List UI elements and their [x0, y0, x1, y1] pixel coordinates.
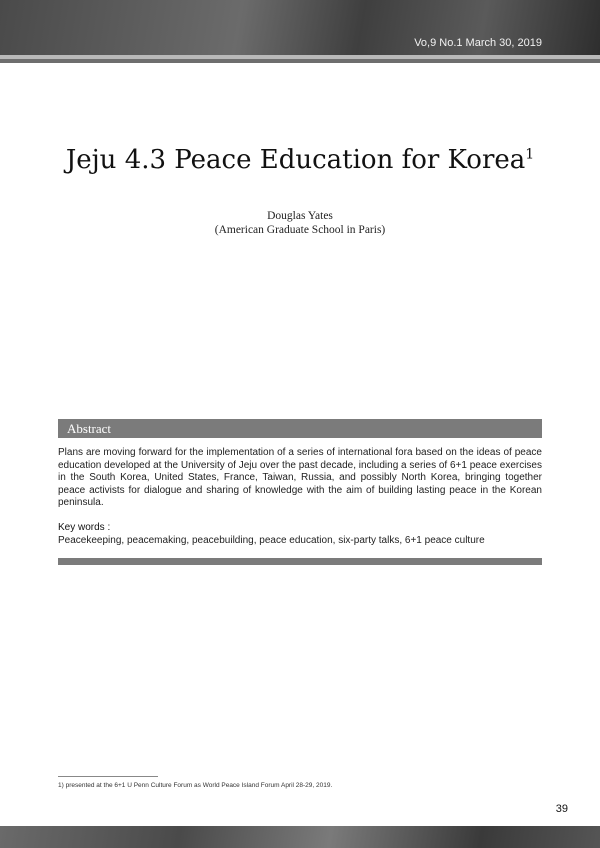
issue-info: Vo,9 No.1 March 30, 2019 — [414, 37, 542, 49]
section-rule — [58, 558, 542, 565]
header-stripe — [0, 59, 600, 63]
abstract-heading: Abstract — [67, 421, 112, 436]
author-name: Douglas Yates — [267, 210, 333, 222]
author-affiliation: (American Graduate School in Paris) — [214, 224, 386, 236]
footnote: 1) presented at the 6+1 U Penn Culture Forum as World Peace Island Forum April 28-29, 2019. — [58, 782, 333, 789]
abstract-heading-bar — [58, 419, 542, 438]
footnote-rule — [58, 776, 158, 777]
abstract-text: Plans are moving forward for the implementation of a series of international fora based on the ideas of peace education developed at the University of Jeju over the past decade, including a series of 6+1 peace exercises in the South Korea, United States, France, Taiwan, Russia, and possibly North Korea, bringing together peace activists for dialogue and sharing of knowledge with the aim of building lasting peace in the Korean peninsula. — [58, 447, 542, 509]
keywords-text: Peacekeeping, peacemaking, peacebuilding, peace education, six-party talks, 6+1 peace culture — [58, 535, 485, 546]
title-footnote-marker: 1 — [525, 146, 535, 163]
author-block — [0, 209, 600, 237]
page-number: 39 — [555, 803, 568, 815]
paper-title — [0, 145, 600, 175]
title-text: Jeju 4.3 Peace Education for Korea — [65, 145, 526, 175]
keywords-label: Key words : — [58, 522, 111, 533]
footer-band — [0, 826, 600, 848]
